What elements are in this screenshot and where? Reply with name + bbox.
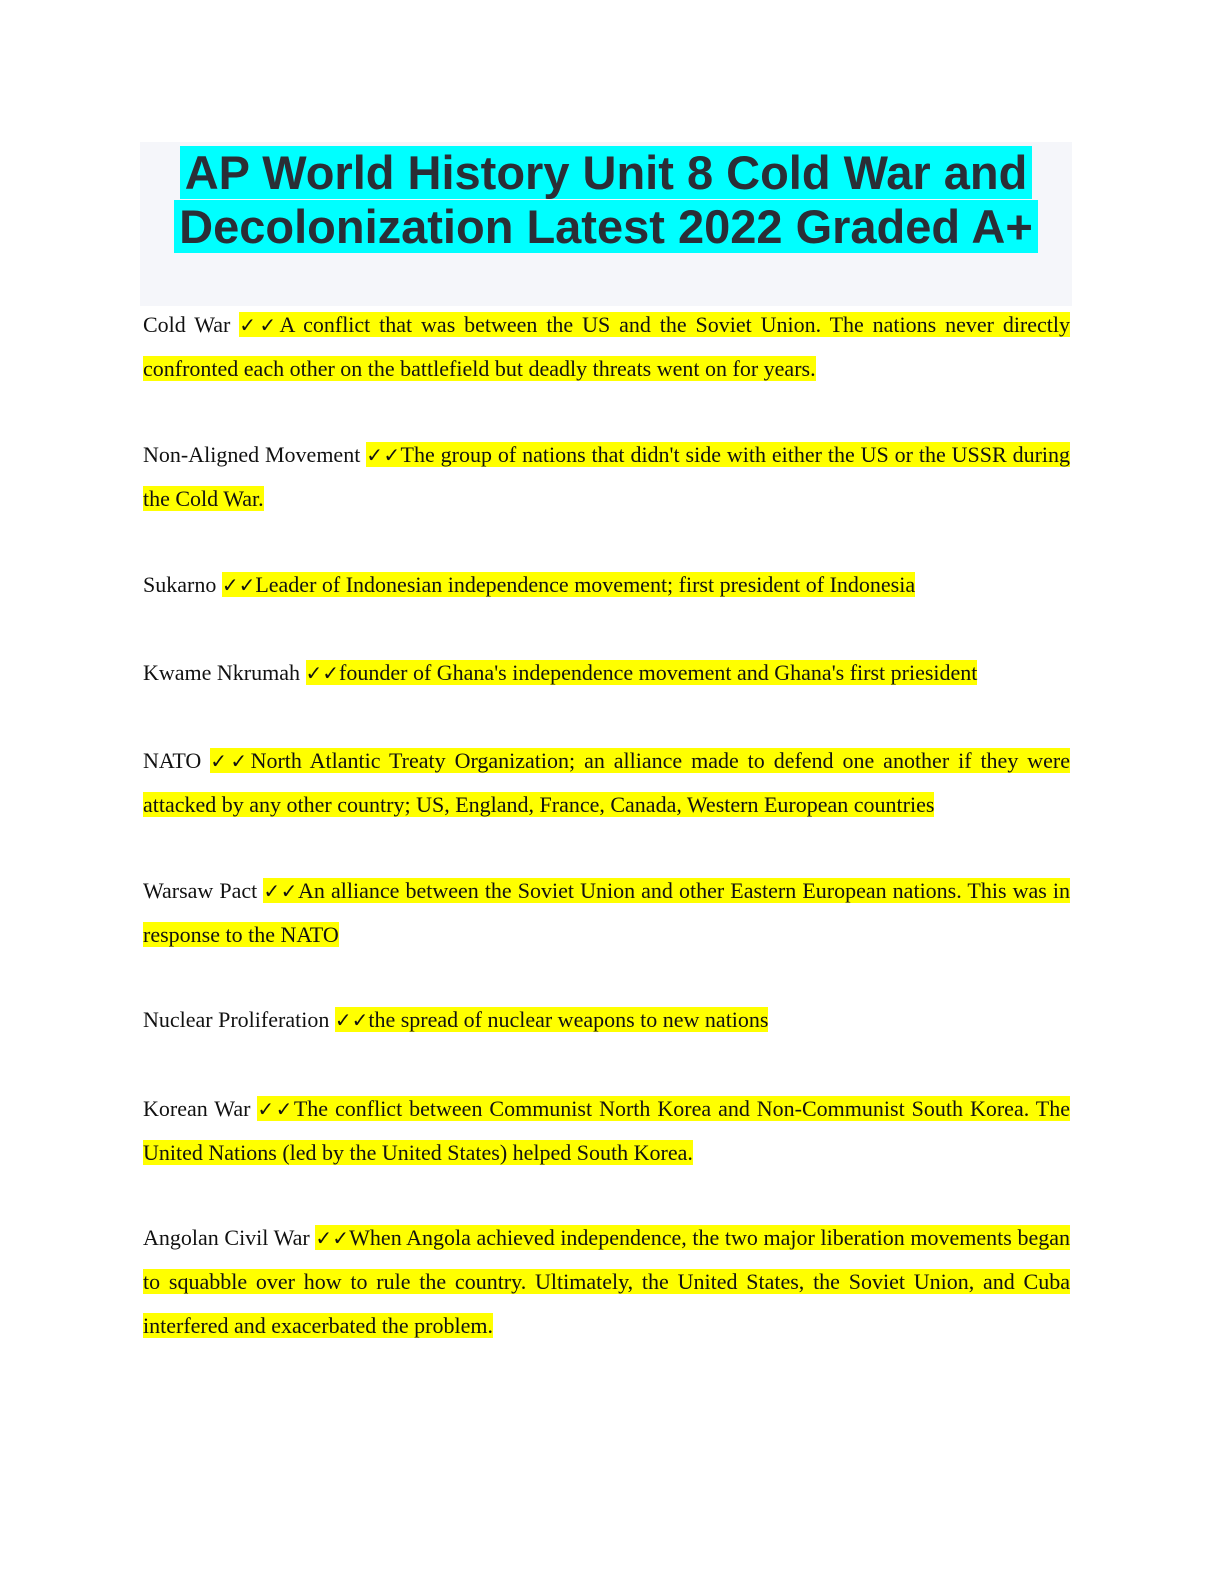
title-line-2: Decolonization Latest 2022 Graded A+ xyxy=(174,200,1038,253)
check-mark-icon: ✓✓ xyxy=(366,443,401,467)
entry-term: NATO xyxy=(143,748,202,773)
entry-definition xyxy=(335,1007,769,1032)
entry-term: Angolan Civil War xyxy=(143,1225,310,1250)
entry-term: Warsaw Pact xyxy=(143,878,258,903)
entry-sukarno xyxy=(143,563,1070,607)
definition-text: North Atlantic Treaty Organization; an alliance made to defend one another if they were attacked by any other country; US, England, France, Canada, Western European countries xyxy=(143,748,1070,817)
definition-text: the spread of nuclear weapons to new nations xyxy=(368,1007,769,1032)
entry-term: Kwame Nkrumah xyxy=(143,660,301,685)
definition-text: founder of Ghana's independence movement and Ghana's first priesident xyxy=(339,660,978,685)
entry-definition xyxy=(143,748,1070,817)
check-mark-icon: ✓✓ xyxy=(221,573,256,597)
document-title xyxy=(140,142,1072,254)
entry-term: Nuclear Proliferation xyxy=(143,1007,330,1032)
entry-term: Korean War xyxy=(143,1096,251,1121)
entry-kwame-nkrumah xyxy=(143,651,1070,695)
entry-term: Cold War xyxy=(143,312,231,337)
entry-term: Non-Aligned Movement xyxy=(143,442,361,467)
check-mark-icon: ✓✓ xyxy=(263,879,299,903)
definition-text: The conflict between Communist North Korea and Non-Communist South Korea. The United Nations (led by the United States) helped South Korea. xyxy=(143,1096,1070,1165)
entry-angolan-civil-war xyxy=(143,1216,1070,1348)
title-block xyxy=(140,142,1072,306)
check-mark-icon: ✓✓ xyxy=(305,661,340,685)
check-mark-icon: ✓✓ xyxy=(210,749,251,773)
entry-definition xyxy=(306,660,978,685)
entry-definition xyxy=(143,878,1070,947)
definition-text: Leader of Indonesian independence movement; first president of Indonesia xyxy=(255,572,916,597)
entries-list xyxy=(143,303,1070,1348)
check-mark-icon: ✓✓ xyxy=(239,313,280,337)
entry-definition xyxy=(143,1096,1070,1165)
entry-definition xyxy=(222,572,915,597)
definition-text: A conflict that was between the US and the Soviet Union. The nations never directly confronted each other on the battlefield but deadly threats went on for years. xyxy=(143,312,1071,381)
entry-definition xyxy=(143,312,1070,381)
definition-text: An alliance between the Soviet Union and other Eastern European nations. This was in response to the NATO xyxy=(143,878,1071,947)
entry-korean-war xyxy=(143,1087,1070,1175)
entry-warsaw-pact xyxy=(143,869,1070,957)
definition-text: When Angola achieved independence, the two major liberation movements began to squabble over how to rule the country. Ultimately, the United States, the Soviet Union, and Cuba interfered and exacerbated the problem. xyxy=(143,1225,1071,1338)
check-mark-icon: ✓✓ xyxy=(334,1008,369,1032)
check-mark-icon: ✓✓ xyxy=(315,1226,350,1250)
entry-term: Sukarno xyxy=(143,572,217,597)
entry-nato xyxy=(143,739,1070,827)
title-line-1: AP World History Unit 8 Cold War and xyxy=(180,146,1033,199)
definition-text: The group of nations that didn't side with either the US or the USSR during the Cold War. xyxy=(143,442,1071,511)
entry-nuclear-proliferation xyxy=(143,998,1070,1042)
entry-non-aligned-movement xyxy=(143,433,1070,521)
check-mark-icon: ✓✓ xyxy=(257,1097,294,1121)
entry-cold-war xyxy=(143,303,1070,391)
